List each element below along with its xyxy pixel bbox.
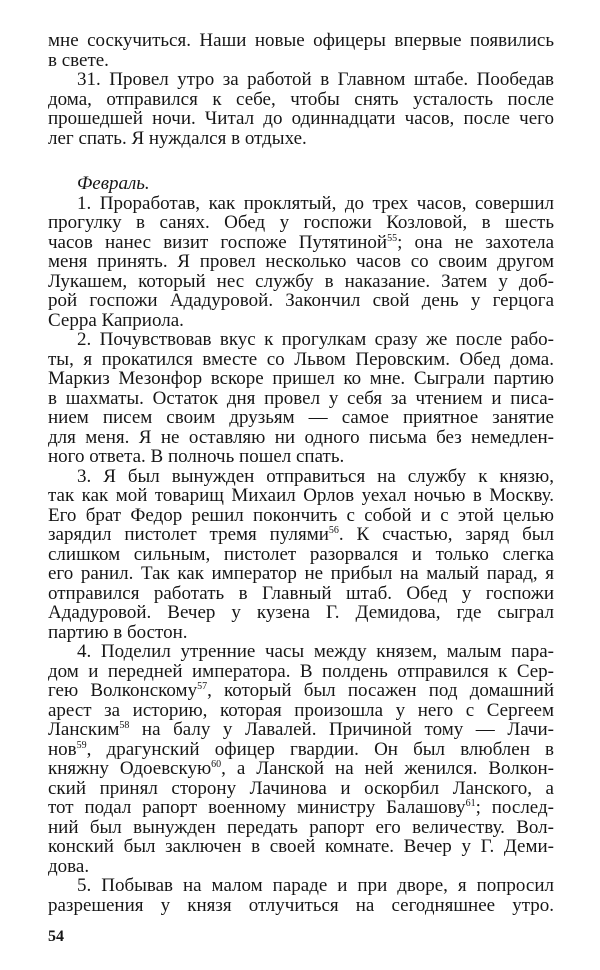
text-line: для меня. Я не оставляю ни одного письма без немедлен- — [48, 426, 554, 448]
page-number: 54 — [48, 928, 64, 945]
text-line: отправился работать в Главный штаб. Обед у госпожи — [48, 582, 554, 604]
text-line: Маркиз Мезонфор вскоре пришел ко мне. Сыграли партию — [48, 368, 554, 389]
paragraph — [48, 467, 554, 643]
text-line: ний был вынужден передать рапорт его величеству. Вол- — [48, 816, 554, 838]
footnote-marker: 60 — [211, 759, 222, 770]
text-line: княжну Одоевскую$^{60}$, а Ланской на ней женился. Волкон- — [48, 758, 555, 779]
footnote-marker: 56 — [328, 525, 339, 536]
text-line: лег спать. Я нуждался в отдыхе. — [48, 127, 307, 149]
text-line: Его брат Федор решил покончить с собой и с этой целью — [48, 504, 554, 526]
text-line: разрешения у князя отлучиться на сегодняшнее утро. — [48, 894, 554, 916]
text-line: слишком сильным, пистолет разорвался и только слегка — [48, 543, 554, 565]
text-line: дома, отправился к себе, чтобы снять усталость после — [48, 88, 554, 110]
text-line: 3. Я был вынужден отправиться на службу к князю, — [77, 465, 554, 487]
footnote-marker: 58 — [119, 720, 130, 731]
text-line: так как мой товарищ Михаил Орлов уехал ночью в Москву. — [48, 485, 554, 506]
text-line: зарядил пистолет тремя пулями$^{56}$. К счастью, заряд был — [48, 524, 554, 545]
text-line: в свете. — [48, 49, 109, 71]
footnote-marker: 55 — [387, 232, 398, 244]
text-line: рой госпожи Ададуровой. Закончил свой день у герцога — [48, 290, 554, 311]
text-line: нием писем своим друзьям — самое приятное занятие — [48, 407, 554, 428]
text-line: ты, я прокатился вместе со Львом Перовским. Обед дома. — [48, 348, 554, 370]
footnote-marker: 61 — [465, 798, 476, 809]
book-page-text — [48, 31, 554, 915]
text-line: прогулку в санях. Обед у госпожи Козловой, в шесть — [48, 212, 554, 233]
text-line: 5. Побывав на малом параде и при дворе, я попросил — [77, 875, 554, 896]
text-line: мне соскучиться. Наши новые офицеры впервые появились — [48, 30, 554, 51]
paragraph — [48, 194, 554, 331]
text-line: часов нанес визит госпоже Путятиной$^{55}$; она не захотела — [48, 231, 554, 253]
text-line: 4. Поделил утренние часы между князем, малым пара- — [77, 641, 554, 662]
text-line: ного ответа. В полночь пошел спать. — [48, 446, 345, 467]
text-line: прошедшей ночи. Читал до одиннадцати часов, после чего — [48, 108, 554, 129]
text-line: конский был заключен в своей комнате. Вечер у Г. Деми- — [48, 836, 554, 857]
paragraph — [48, 642, 554, 876]
text-line: в шахматы. Остаток дня провел у себя за чтением и писа- — [48, 387, 554, 409]
paragraph — [48, 330, 554, 467]
text-line: его ранил. Так как император не прибыл на малый парад, я — [48, 563, 554, 584]
text-line: Лукашем, который нес службу в наказание. Затем у доб- — [48, 270, 554, 292]
text-line: Ададуровой. Вечер у кузена Г. Демидова, где сыграл — [48, 602, 554, 623]
paragraph — [48, 70, 554, 148]
text-line: нов$^{59}$, драгунский офицер гвардии. Он был влюблен в — [48, 738, 554, 760]
text-line: арест за историю, которая произошла у него с Сергеем — [48, 699, 554, 721]
text-line: дова. — [48, 855, 90, 877]
footnote-marker: 59 — [76, 739, 87, 751]
text-line: 2. Почувствовав вкус к прогулкам сразу же после рабо- — [77, 329, 554, 350]
text-line: 31. Провел утро за работой в Главном штабе. Пообедав — [77, 69, 554, 90]
text-line: Ланским$^{58}$ на балу у Лавалей. Причиной тому — Лачи- — [48, 719, 554, 740]
text-line: Серра Каприола. — [48, 309, 184, 331]
footnote-marker: 57 — [197, 681, 208, 692]
text-line: тот подал рапорт военному министру Балашову$^{61}$; послед- — [48, 797, 554, 818]
text-line: гею Волконскому$^{57}$, который был посажен под домашний — [48, 680, 555, 701]
text-line: дом и передней императора. В полдень отправился к Сер- — [48, 660, 554, 682]
text-line: меня принять. Я провел несколько часов со своим другом — [48, 251, 554, 272]
paragraph — [48, 31, 554, 70]
text-line: партию в бостон. — [48, 621, 188, 643]
section-heading: Февраль. — [77, 173, 150, 194]
paragraph — [48, 876, 554, 915]
text-line: 1. Проработав, как проклятый, до трех часов, совершил — [77, 192, 554, 214]
text-line: ский принял сторону Лачинова и оскорбил Ланского, а — [48, 777, 554, 799]
